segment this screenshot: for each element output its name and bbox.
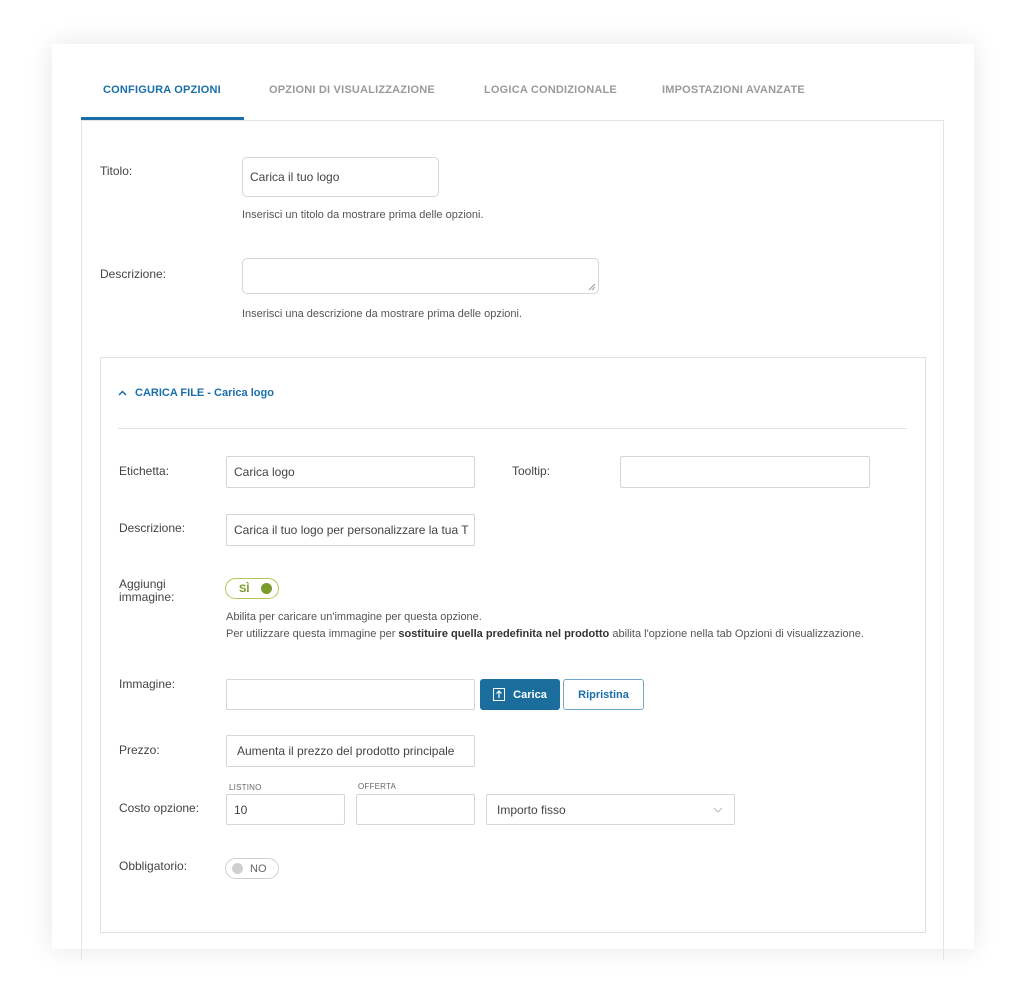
chevron-up-icon xyxy=(118,390,127,396)
add-image-label xyxy=(119,578,174,604)
add-image-label-line2: immagine: xyxy=(119,590,175,604)
hint-2-part-b: sostituire quella predefinita nel prodotto xyxy=(398,628,610,640)
price-select[interactable]: Aumenta il prezzo del prodotto principale xyxy=(226,735,475,767)
title-hint: Inserisci un titolo da mostrare prima delle opzioni. xyxy=(242,209,484,221)
toggle-knob-off xyxy=(232,863,243,874)
offer-price-label: OFFERTA xyxy=(358,782,396,791)
tab-logica-condizionale[interactable]: LOGICA CONDIZIONALE xyxy=(484,84,617,96)
section-divider xyxy=(118,428,907,429)
tooltip-input[interactable] xyxy=(620,456,870,488)
title-input[interactable]: Carica il tuo logo xyxy=(242,157,439,197)
required-toggle[interactable] xyxy=(225,858,279,879)
toggle-off-text: NO xyxy=(250,862,267,875)
section-description-input[interactable]: Carica il tuo logo per personalizzare la tua T xyxy=(226,514,475,546)
section-description-label: Descrizione: xyxy=(119,521,186,535)
upload-button-label: Carica xyxy=(513,688,547,701)
hint-2-part-c: abilita l'opzione nella tab Opzioni di visualizzazione. xyxy=(609,628,864,640)
add-image-label-line1: Aggiungi xyxy=(119,577,166,591)
description-textarea[interactable] xyxy=(242,258,599,294)
upload-button[interactable] xyxy=(480,679,560,710)
hint-2-part-a: Per utilizzare questa immagine per xyxy=(226,628,399,640)
price-type-select[interactable] xyxy=(486,794,735,825)
title-label: Titolo: xyxy=(100,164,133,178)
option-section xyxy=(100,357,926,933)
toggle-knob xyxy=(261,583,272,594)
label-input[interactable]: Carica logo xyxy=(226,456,475,488)
resize-grip-icon[interactable] xyxy=(588,283,596,291)
active-tab-indicator xyxy=(81,117,244,120)
upload-icon xyxy=(493,688,505,701)
price-type-value: Importo fisso xyxy=(497,802,566,817)
price-label: Prezzo: xyxy=(119,743,160,757)
tab-opzioni-visualizzazione[interactable]: OPZIONI DI VISUALIZZAZIONE xyxy=(269,84,435,96)
description-label: Descrizione: xyxy=(100,267,167,281)
description-hint: Inserisci una descrizione da mostrare prima delle opzioni. xyxy=(242,308,523,320)
tab-impostazioni-avanzate[interactable]: IMPOSTAZIONI AVANZATE xyxy=(662,84,805,96)
image-label: Immagine: xyxy=(119,677,176,691)
section-title: CARICA FILE - Carica logo xyxy=(135,387,274,399)
image-input[interactable] xyxy=(226,679,475,710)
reset-button[interactable]: Ripristina xyxy=(563,679,644,710)
required-label: Obbligatorio: xyxy=(119,859,188,873)
tab-configura-opzioni[interactable]: CONFIGURA OPZIONI xyxy=(103,84,221,96)
add-image-toggle[interactable] xyxy=(225,578,279,599)
section-header[interactable] xyxy=(118,387,274,399)
list-price-input[interactable]: 10 xyxy=(226,794,345,825)
offer-price-input[interactable] xyxy=(356,794,475,825)
chevron-down-icon xyxy=(713,807,723,813)
add-image-hint-2 xyxy=(226,628,864,640)
cost-label: Costo opzione: xyxy=(119,801,200,815)
label-label: Etichetta: xyxy=(119,464,170,478)
tooltip-label: Tooltip: xyxy=(512,464,551,478)
add-image-hint-1: Abilita per caricare un'immagine per questa opzione. xyxy=(226,611,482,623)
list-price-label: LISTINO xyxy=(229,783,262,792)
toggle-on-text: SÌ xyxy=(239,582,250,595)
